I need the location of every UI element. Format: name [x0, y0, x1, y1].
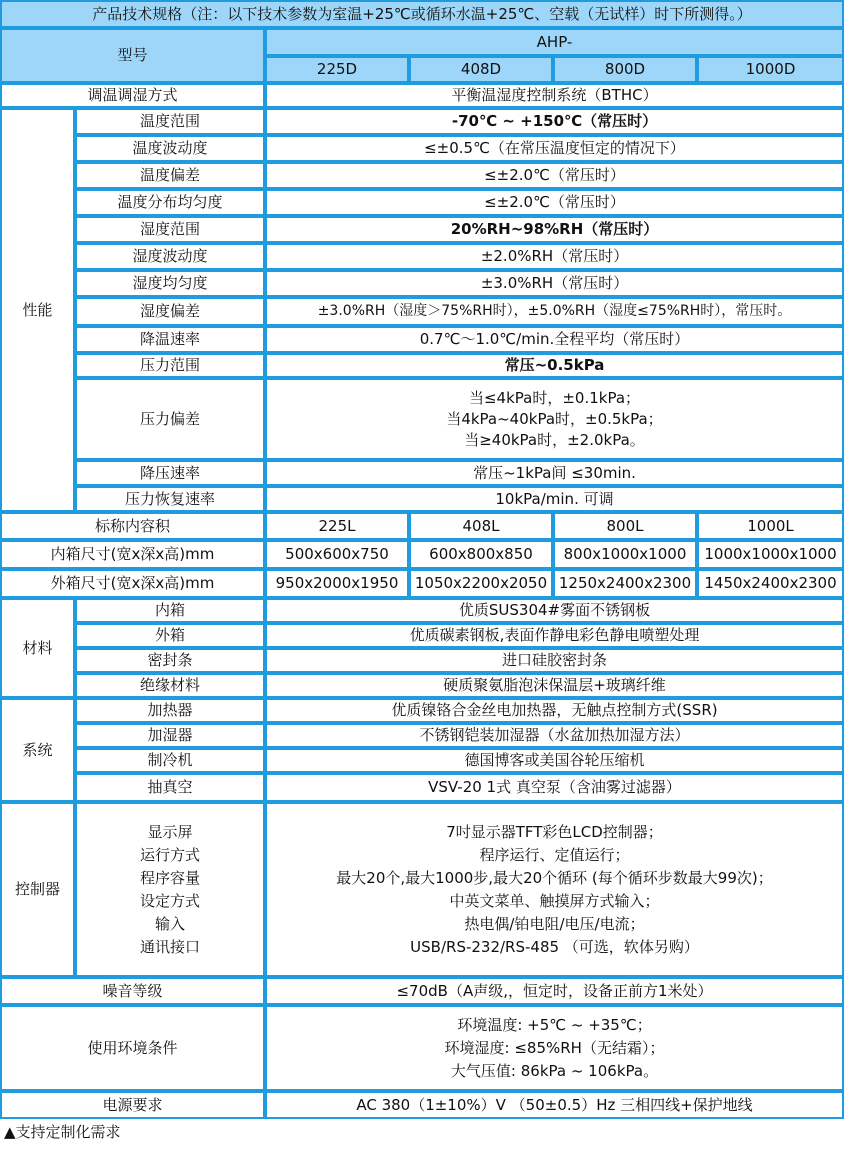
spec-label: 压力偏差 — [75, 378, 265, 460]
spec-value: 不锈钢铠装加湿器（水盆加热加湿方法） — [265, 723, 844, 748]
model-prefix: AHP- — [265, 28, 844, 56]
spec-label: 密封条 — [75, 648, 265, 673]
spec-label: 加热器 — [75, 698, 265, 723]
spec-label: 抽真空 — [75, 773, 265, 802]
inner-size-value: 500x600x750 — [265, 540, 409, 569]
outer-size-value: 1450x2400x2300 — [697, 569, 844, 598]
noise-label: 噪音等级 — [0, 977, 265, 1005]
inner-size-value: 1000x1000x1000 — [697, 540, 844, 569]
spec-value: 常压~1kPa间 ≤30min. — [265, 460, 844, 486]
spec-label: 绝缘材料 — [75, 673, 265, 698]
spec-label: 湿度均匀度 — [75, 270, 265, 297]
model-800d: 800D — [553, 56, 697, 83]
inner-size-value: 800x1000x1000 — [553, 540, 697, 569]
model-225d: 225D — [265, 56, 409, 83]
model-label: 型号 — [0, 28, 265, 83]
spec-label: 内箱 — [75, 598, 265, 623]
inner-size-label: 内箱尺寸(宽x深x高)mm — [0, 540, 265, 569]
spec-label: 温度偏差 — [75, 162, 265, 189]
system-group: 系统 — [0, 698, 75, 802]
volume-value: 225L — [265, 512, 409, 540]
spec-label: 温度波动度 — [75, 135, 265, 162]
model-1000d: 1000D — [697, 56, 844, 83]
control-method-value: 平衡温湿度控制系统（BTHC） — [265, 83, 844, 108]
spec-label: 降压速率 — [75, 460, 265, 486]
table-title: 产品技术规格（注：以下技术参数为室温+25℃或循环水温+25℃、空载（无试样）时下所测得。） — [0, 0, 844, 28]
spec-value: VSV-20 1式 真空泵（含油雾过滤器） — [265, 773, 844, 802]
environment-value: 环境温度: +5℃ ~ +35℃； 环境湿度: ≤85%RH（无结霜）； 大气压值: 86kPa ~ 106kPa。 — [265, 1005, 844, 1091]
spec-label: 温度范围 — [75, 108, 265, 135]
spec-value: ≤±2.0℃（常压时） — [265, 162, 844, 189]
noise-value: ≤70dB（A声级,，恒定时，设备正前方1米处） — [265, 977, 844, 1005]
spec-value: ±2.0%RH（常压时） — [265, 243, 844, 270]
materials-group: 材料 — [0, 598, 75, 698]
spec-value: 优质镍铬合金丝电加热器，无触点控制方式(SSR) — [265, 698, 844, 723]
spec-label: 外箱 — [75, 623, 265, 648]
spec-value: 常压~0.5kPa — [265, 353, 844, 378]
spec-label: 压力范围 — [75, 353, 265, 378]
spec-value: 20%RH~98%RH（常压时） — [265, 216, 844, 243]
spec-value: ±3.0%RH（常压时） — [265, 270, 844, 297]
volume-value: 408L — [409, 512, 553, 540]
spec-value: ±3.0%RH（湿度＞75%RH时），±5.0%RH（湿度≤75%RH时），常压时。 — [265, 297, 844, 326]
spec-value: 进口硅胶密封条 — [265, 648, 844, 673]
outer-size-label: 外箱尺寸(宽x深x高)mm — [0, 569, 265, 598]
control-method-label: 调温调湿方式 — [0, 83, 265, 108]
performance-group: 性能 — [0, 108, 75, 512]
volume-value: 800L — [553, 512, 697, 540]
spec-label: 湿度范围 — [75, 216, 265, 243]
spec-label: 制冷机 — [75, 748, 265, 773]
controller-labels: 显示屏 运行方式 程序容量 设定方式 输入 通讯接口 — [75, 802, 265, 977]
spec-label: 湿度偏差 — [75, 297, 265, 326]
volume-label: 标称内容积 — [0, 512, 265, 540]
spec-label: 加湿器 — [75, 723, 265, 748]
model-408d: 408D — [409, 56, 553, 83]
outer-size-value: 1250x2400x2300 — [553, 569, 697, 598]
power-value: AC 380（1±10%）V （50±0.5）Hz 三相四线+保护地线 — [265, 1091, 844, 1119]
spec-label: 降温速率 — [75, 326, 265, 353]
inner-size-value: 600x800x850 — [409, 540, 553, 569]
environment-label: 使用环境条件 — [0, 1005, 265, 1091]
spec-value: 优质SUS304#雾面不锈钢板 — [265, 598, 844, 623]
spec-value: ≤±2.0℃（常压时） — [265, 189, 844, 216]
outer-size-value: 950x2000x1950 — [265, 569, 409, 598]
controller-group: 控制器 — [0, 802, 75, 977]
spec-value: ≤±0.5℃（在常压温度恒定的情况下） — [265, 135, 844, 162]
spec-value: 硬质聚氨脂泡沫保温层+玻璃纤维 — [265, 673, 844, 698]
spec-value: 优质碳素钢板,表面作静电彩色静电喷塑处理 — [265, 623, 844, 648]
spec-value: -70℃ ~ +150℃（常压时） — [265, 108, 844, 135]
footnote: ▲支持定制化需求 — [4, 1123, 121, 1141]
spec-value: 0.7℃～1.0℃/min.全程平均（常压时） — [265, 326, 844, 353]
volume-value: 1000L — [697, 512, 844, 540]
outer-size-value: 1050x2200x2050 — [409, 569, 553, 598]
controller-values: 7吋显示器TFT彩色LCD控制器； 程序运行、定值运行； 最大20个,最大1000步,最大20个循环 (每个循环步数最大99次)； 中英文菜单、触摸屏方式输入； 热电偶/铂电阻/电压/电流； USB/RS-232/RS-485 （可选，软体另购） — [265, 802, 844, 977]
spec-label: 压力恢复速率 — [75, 486, 265, 512]
spec-value: 德国博客或美国谷轮压缩机 — [265, 748, 844, 773]
spec-value: 10kPa/min. 可调 — [265, 486, 844, 512]
spec-label: 温度分布均匀度 — [75, 189, 265, 216]
pressure-deviation-value: 当≤4kPa时，±0.1kPa； 当4kPa~40kPa时，±0.5kPa； 当≥40kPa时，±2.0kPa。 — [265, 378, 844, 460]
power-label: 电源要求 — [0, 1091, 265, 1119]
spec-label: 湿度波动度 — [75, 243, 265, 270]
